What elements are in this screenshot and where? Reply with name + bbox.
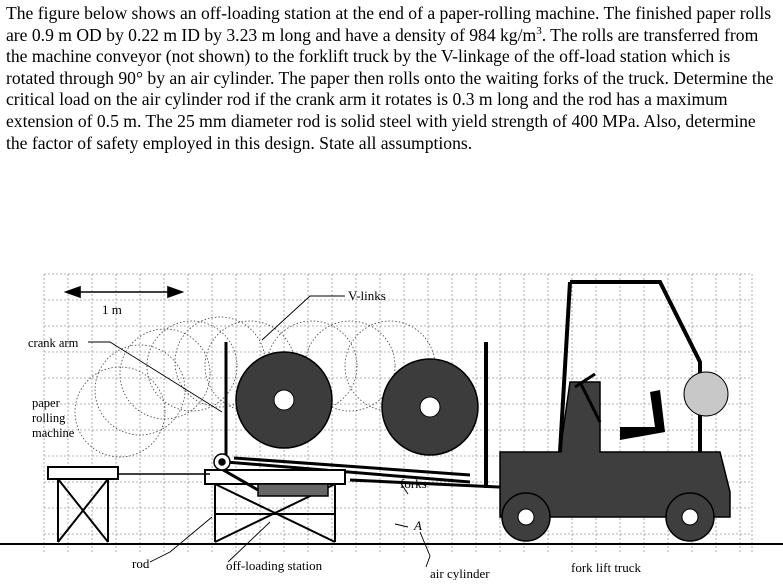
paper-label-line1: paper (32, 396, 60, 410)
cubic-superscript: 3 (536, 24, 542, 37)
forklift-truck (500, 282, 730, 541)
crank-pivot (214, 454, 230, 470)
crank-arm-label: crank arm (28, 336, 79, 350)
rod-label: rod (132, 556, 150, 571)
paper-roll-2 (382, 359, 478, 455)
v-links-label: V-links (348, 288, 386, 303)
problem-text-part1: The figure below shows an off-loading station at the end of a paper-rolling machine. The finished paper rolls are 0.9 m OD by 0.22 m ID by 3.23 m long and have a density of 984 kg/m (6, 3, 772, 45)
problem-statement (6, 3, 778, 154)
point-a-label: A (414, 518, 422, 533)
off-loading-station-label: off-loading station (226, 558, 323, 573)
fork-lift-truck-label: fork lift truck (571, 560, 642, 575)
paper-label-line3: machine (32, 426, 75, 440)
paper-roll-1 (236, 352, 332, 448)
scale-label: 1 m (102, 302, 122, 317)
off-loading-station-diagram (0, 262, 783, 580)
figure (0, 262, 783, 580)
air-cylinder-label: air cylinder (430, 566, 490, 580)
scale-arrow (66, 287, 182, 297)
paper-label-line2: rolling (32, 411, 66, 425)
forks-label: forks (400, 476, 427, 491)
paper-rolling-machine (48, 467, 210, 542)
off-loading-table (205, 470, 345, 542)
problem-text-part2: . The rolls are transferred from the machine conveyor (not shown) to the forklift truck by the V-linkage of the off-load station which is rotated through 90° by an air cylinder. The paper then rolls onto the waiting forks of the truck. Determine the critical load on the air cylinder rod if the crank arm it rotates is 0.3 m long and the rod has a maximum extension of 0.5 m. The 25 mm diameter rod is solid steel with yield strength of 400 MPa. Also, determine the factor of safety employed in this design. State all assumptions. (6, 24, 774, 153)
